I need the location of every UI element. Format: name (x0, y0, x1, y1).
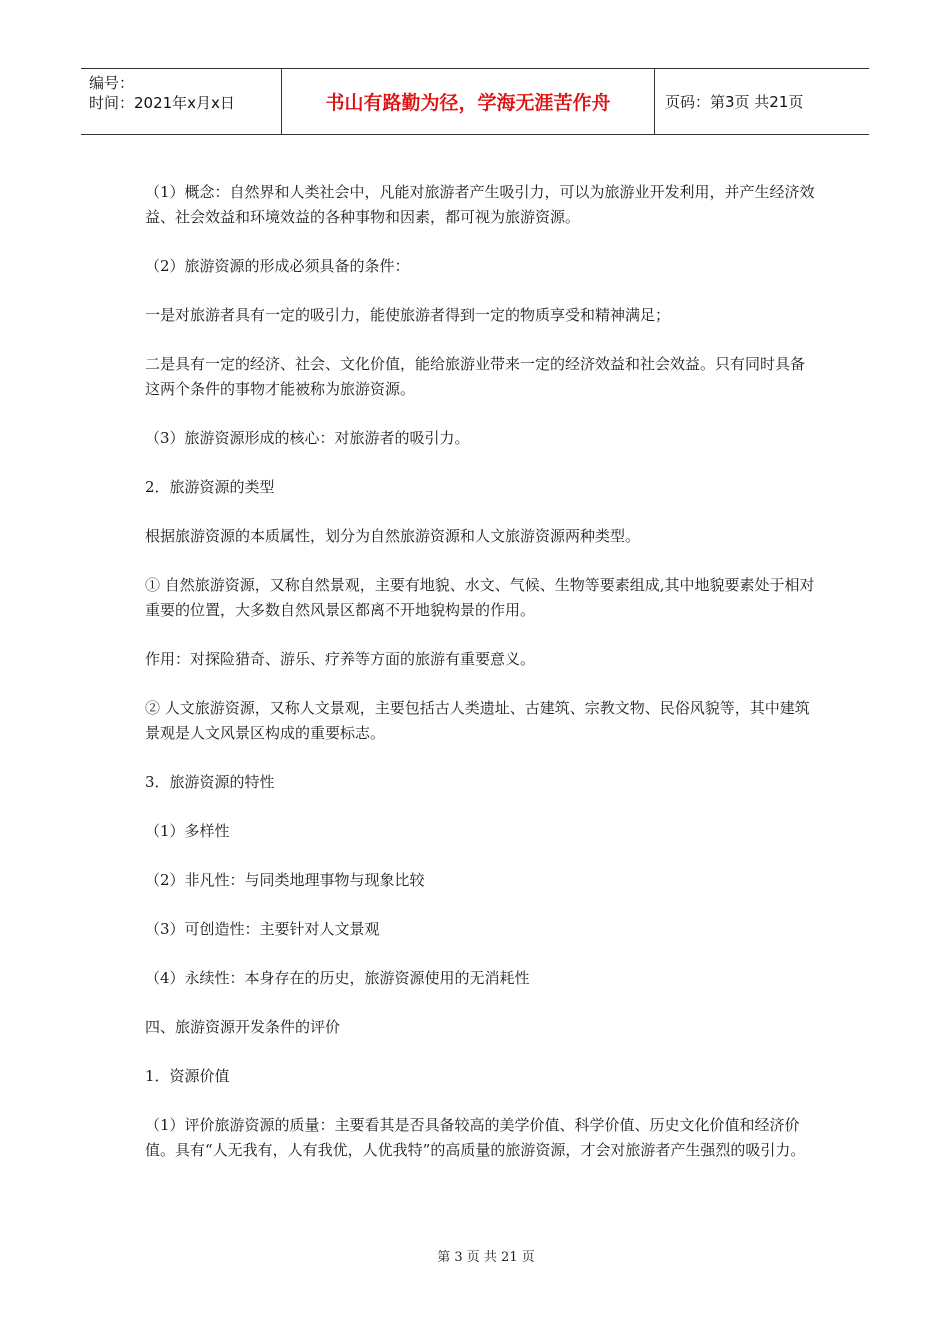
date-label: 时间：2021年x月x日 (89, 94, 235, 112)
section-heading: 3．旅游资源的特性 (145, 773, 275, 791)
paragraph: 二是具有一定的经济、社会、文化价值，能给旅游业带来一定的经济效益和社会效益。只有同时具备这两个条件的事物才能被称为旅游资源。 (145, 355, 806, 398)
header-motto: 书山有路勤为径，学海无涯苦作舟 (282, 69, 655, 134)
paragraph: （1）概念：自然界和人类社会中，凡能对旅游者产生吸引力，可以为旅游业开发利用，并产生经济效益、社会效益和环境效益的各种事物和因素，都可视为旅游资源。 (145, 183, 815, 226)
page-footer: 第 3 页 共 21 页 (437, 1250, 535, 1265)
paragraph: 作用：对探险猎奇、游乐、疗养等方面的旅游有重要意义。 (145, 650, 536, 668)
paragraph: 根据旅游资源的本质属性，划分为自然旅游资源和人文旅游资源两种类型。 (145, 527, 641, 545)
list-item: （1）多样性 (145, 822, 230, 840)
paragraph: （3）旅游资源形成的核心：对旅游者的吸引力。 (145, 429, 470, 447)
list-item: （4）永续性：本身存在的历史，旅游资源使用的无消耗性 (145, 969, 530, 987)
paragraph: ① 自然旅游资源，又称自然景观，主要有地貌、水文、气候、生物等要素组成,其中地貌要素处于相对重要的位置，大多数自然风景区都离不开地貌构景的作用。 (145, 576, 815, 619)
section-heading: 四、旅游资源开发条件的评价 (145, 1018, 341, 1036)
paragraph: （2）旅游资源的形成必须具备的条件： (145, 257, 410, 275)
header-meta (81, 69, 282, 134)
paragraph: ② 人文旅游资源，又称人文景观，主要包括古人类遗址、古建筑、宗教文物、民俗风貌等，其中建筑景观是人文风景区构成的重要标志。 (145, 699, 810, 742)
header-page-info: 页码：第3页 共21页 (665, 93, 804, 111)
paragraph: （1）评价旅游资源的质量：主要看其是否具备较高的美学价值、科学价值、历史文化价值和经济价值。具有“人无我有，人有我优，人优我特”的高质量的旅游资源，才会对旅游者产生强烈的吸引力。 (145, 1116, 806, 1159)
section-heading: 1．资源价值 (145, 1067, 230, 1085)
list-item: （3）可创造性：主要针对人文景观 (145, 920, 380, 938)
section-heading: 2．旅游资源的类型 (145, 478, 275, 496)
document-body (145, 180, 815, 1187)
paragraph: 一是对旅游者具有一定的吸引力，能使旅游者得到一定的物质享受和精神满足； (145, 306, 671, 324)
list-item: （2）非凡性：与同类地理事物与现象比较 (145, 871, 425, 889)
code-label: 编号： (89, 74, 135, 92)
page-header (81, 68, 869, 135)
